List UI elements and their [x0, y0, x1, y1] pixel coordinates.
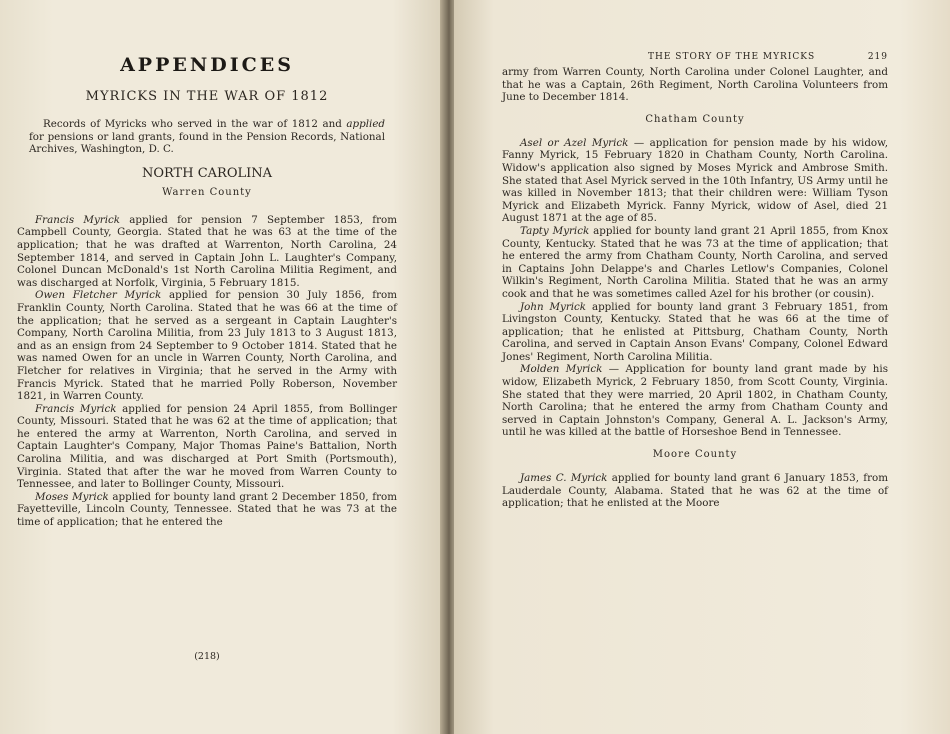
record-entry: Francis Myrick applied for pension 7 September 1853, from Campbell County, Georgia. Stated that he was 63 at the time of the application; that he was drafted at Warrenton, North Carolina, 24 September 1814, and served in Captain John L. Laughter's Company, Colonel Duncan McDonald's 1st North Carolina Militia Regiment, and was discharged at Norfolk, Virginia, 5 February 1815.: [17, 213, 397, 289]
record-entry: Molden Myrick — Application for bounty land grant made by his widow, Elizabeth Myrick, 2 February 1850, from Scott County, Virginia. She stated that they were married, 20 April 1802, in Chatham County, North Carolina; that he entered the army from Chatham County and served in Captain Johnston's Company, General A. L. Jackson's Army, until he was killed at the battle of Horseshoe Bend in Tennessee.: [502, 363, 888, 439]
page-number-right: 219: [867, 52, 888, 62]
record-entry: Francis Myrick applied for pension 24 April 1855, from Bollinger County, Missouri. Stated that he was 62 at the time of application; that he entered the army at Warrenton, North Carolina, and served in Captain Laughter's Company, Major Thomas Paine's Battalion, North Carolina Militia, and was discharged at Port Smith (Portsmouth), Virginia. Stated that after the war he moved from Warren County to Tennessee, and later to Bollinger County, Missouri.: [17, 402, 397, 491]
continuation-text: army from Warren County, North Carolina under Colonel Laughter, and that he was a Captain, 26th Regiment, North Carolina Volunteers from June to December 1814.: [502, 66, 888, 104]
record-entry: Asel or Azel Myrick — application for pension made by his widow, Fanny Myrick, 15 February 1820 in Chatham County, North Carolina. Widow's application also signed by Moses Myrick and Ambrose Smith. She stated that Asel Myrick served in the 10th Infantry, US Army until he was killed in November 1813; that their children were: William Tyson Myrick and Elizabeth Myrick. Fanny Myrick, widow of Asel, died 21 August 1871 at the age of 85.: [502, 136, 888, 225]
right-page: [454, 0, 950, 734]
county-heading-warren: Warren County: [162, 186, 252, 198]
county-heading-moore: Moore County: [652, 449, 738, 461]
record-entry: John Myrick applied for bounty land grant 3 February 1851, from Livingston County, Kentucky. Stated that he was 66 at the time of application; that he enlisted at Pittsburg, Chatham County, North Carolina, and served in Captain Anson Evans' Company, Colonel Edward Jones' Regiment, North Carolina Militia.: [502, 300, 888, 363]
record-entry: Moses Myrick applied for bounty land grant 2 December 1850, from Fayetteville, Lincoln County, Tennessee. Stated that he was 73 at the time of application; that he entered the: [17, 490, 397, 529]
running-header: [502, 52, 888, 62]
page-number-left: (218): [194, 651, 220, 662]
right-page-content: [502, 52, 888, 510]
running-title: THE STORY OF THE MYRICKS: [648, 52, 816, 62]
record-entry: James C. Myrick applied for bounty land grant 6 January 1853, from Lauderdale County, Alabama. Stated that he was 62 at the time of application; that he enlisted at the Moore: [502, 472, 888, 510]
record-entry: Owen Fletcher Myrick applied for pension 30 July 1856, from Franklin County, North Carolina. Stated that he was 66 at the time of the application; that he served as a sergeant in Captain Laughter's Company, North Carolina Militia, from 23 July 1813 to 3 August 1813, and as an ensign from 24 September to 9 October 1814. Stated that he was named Owen for an uncle in Warren County, North Carolina, and Fletcher for relatives in Virginia; that he served in the Army with Francis Myrick. Stated that he married Polly Roberson, November 1821, in Warren County.: [17, 289, 397, 403]
left-page-content: [17, 54, 397, 529]
county-heading-chatham: Chatham County: [645, 113, 745, 125]
page-heading: APPENDICES: [120, 54, 294, 76]
state-heading: NORTH CAROLINA: [141, 165, 273, 181]
intro-paragraph: Records of Myricks who served in the war of 1812 and applied for pensions or land grants, found in the Pension Records, National Archives, Washington, D. C.: [29, 118, 385, 156]
section-title: MYRICKS IN THE WAR OF 1812: [85, 89, 329, 104]
left-page: [0, 0, 446, 734]
record-entry: Tapty Myrick applied for bounty land grant 21 April 1855, from Knox County, Kentucky. Stated that he was 73 at the time of application; that he entered the army from Chatham County, North Carolina, and served in Captains John Delappe's and Charles Letlow's Companies, Colonel Wilkin's Regiment, North Carolina Militia. Stated that he was an army cook and that he was sometimes called Azel for his brother (or cousin).: [502, 224, 889, 300]
